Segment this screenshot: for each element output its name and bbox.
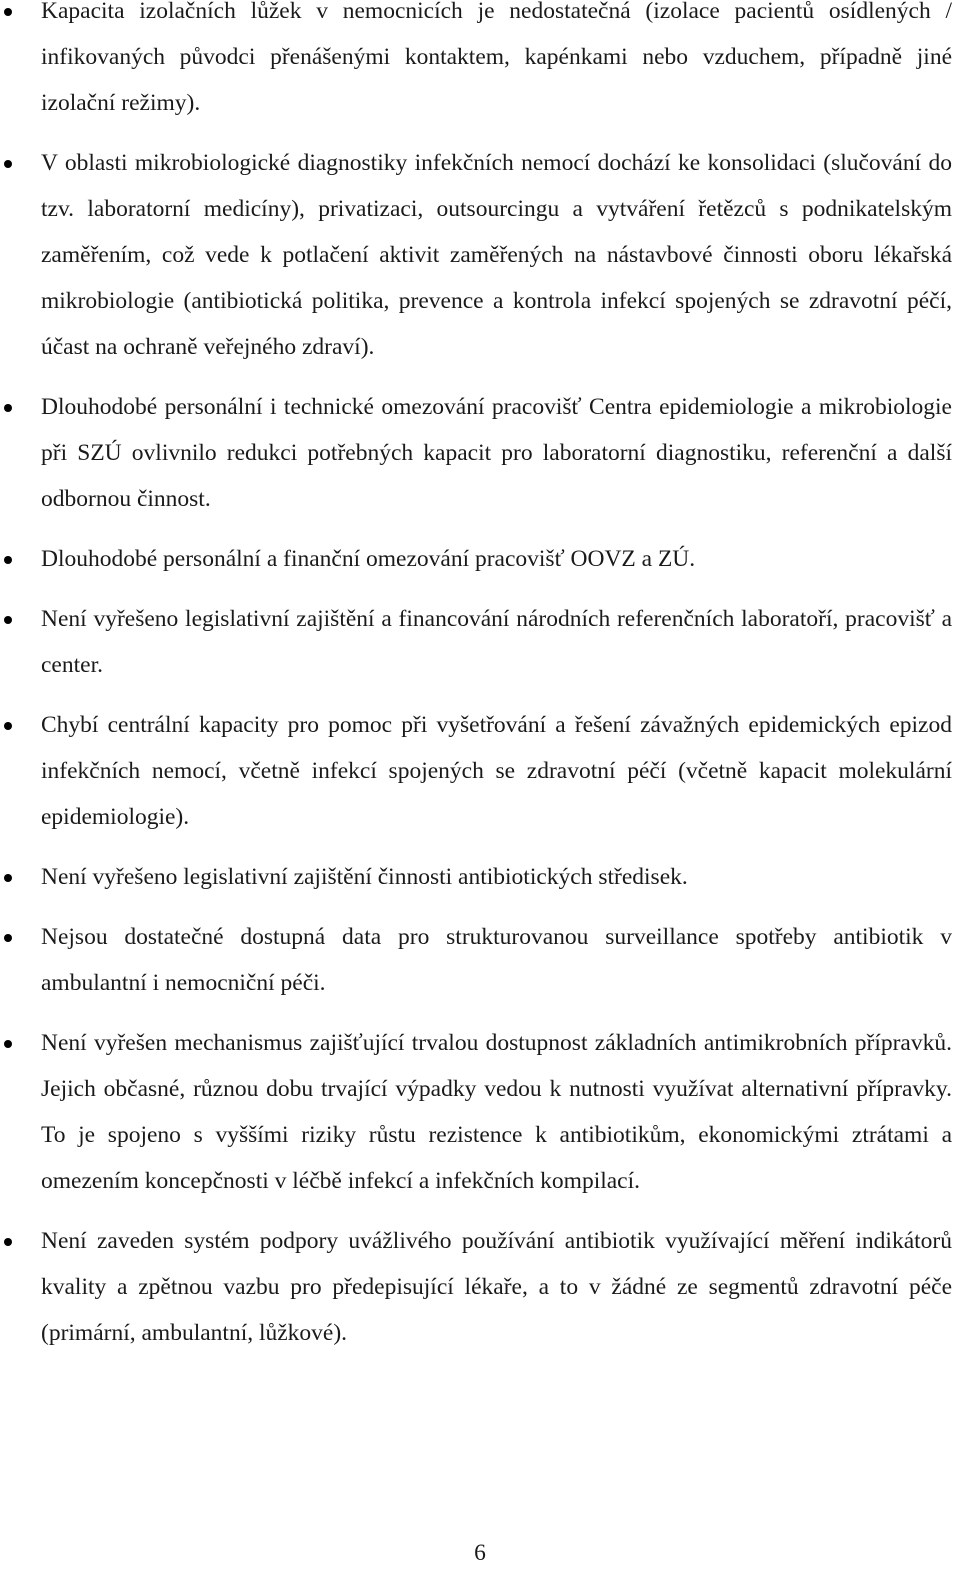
bullet-item — [0, 536, 960, 582]
bullet-text: Chybí centrální kapacity pro pomoc při vyšetřování a řešení závažných epidemických epizod infekčních nemocí, včetně infekcí spojených se zdravotní péčí (včetně kapacit molekulární epidemiologie). — [41, 712, 952, 830]
bullet-dot-icon — [4, 160, 12, 168]
bullet-dot-icon — [4, 722, 12, 730]
bullet-item — [0, 854, 960, 900]
bullet-item — [0, 140, 960, 370]
bullet-text: Není zaveden systém podpory uvážlivého používání antibiotik využívající měření indikátorů kvality a zpětnou vazbu pro předepisující lékaře, a to v žádné ze segmentů zdravotní péče (primární, ambulantní, lůžkové). — [41, 1228, 952, 1346]
bullet-dot-icon — [4, 1238, 12, 1246]
bullet-text: Dlouhodobé personální a finanční omezování pracovišť OOVZ a ZÚ. — [41, 546, 696, 572]
bullet-dot-icon — [4, 1040, 12, 1048]
bullet-dot-icon — [4, 556, 12, 564]
bullet-text: Dlouhodobé personální i technické omezování pracovišť Centra epidemiologie a mikrobiologie při SZÚ ovlivnilo redukci potřebných kapacit pro laboratorní diagnostiku, referenční a další odbornou činnost. — [41, 394, 952, 512]
bullet-dot-icon — [4, 616, 12, 624]
bullet-item — [0, 1218, 960, 1356]
bullet-dot-icon — [4, 874, 12, 882]
bullet-text: V oblasti mikrobiologické diagnostiky infekčních nemocí dochází ke konsolidaci (slučování do tzv. laboratorní medicíny), privatizaci, outsourcingu a vytváření řetězců s podnikatelským zaměřením, což vede k potlačení aktivit zaměřených na nástavbové činnosti oboru lékařská mikrobiologie (antibiotická politika, prevence a kontrola infekcí spojených se zdravotní péčí, účast na ochraně veřejného zdraví). — [41, 150, 952, 360]
bullet-text: Není vyřešeno legislativní zajištění činnosti antibiotických středisek. — [41, 864, 688, 890]
bullet-text: Není vyřešeno legislativní zajištění a financování národních referenčních laboratoří, pracovišť a center. — [41, 606, 952, 678]
bullet-text: Kapacita izolačních lůžek v nemocnicích je nedostatečná (izolace pacientů osídlených / infikovaných původci přenášenými kontaktem, kapénkami nebo vzduchem, případně jiné izolační režimy). — [41, 0, 952, 116]
bullet-item — [0, 384, 960, 522]
bullet-dot-icon — [4, 8, 12, 16]
bullet-item — [0, 0, 960, 126]
bullet-item — [0, 702, 960, 840]
bullet-text: Nejsou dostatečné dostupná data pro strukturovanou surveillance spotřeby antibiotik v ambulantní i nemocniční péči. — [41, 924, 952, 996]
bullet-item — [0, 914, 960, 1006]
bullet-text: Není vyřešen mechanismus zajišťující trvalou dostupnost základních antimikrobních přípravků. Jejich občasné, různou dobu trvající výpadky vedou k nutnosti využívat alternativní přípravky. To je spojeno s vyššími riziky růstu rezistence k antibiotikům, ekonomickými ztrátami a omezením koncepčnosti v léčbě infekcí a infekčních kompilací. — [41, 1030, 952, 1194]
bullet-dot-icon — [4, 404, 12, 412]
bullet-dot-icon — [4, 934, 12, 942]
bullet-item — [0, 1020, 960, 1204]
page-number: 6 — [474, 1540, 486, 1566]
bullet-item — [0, 596, 960, 688]
